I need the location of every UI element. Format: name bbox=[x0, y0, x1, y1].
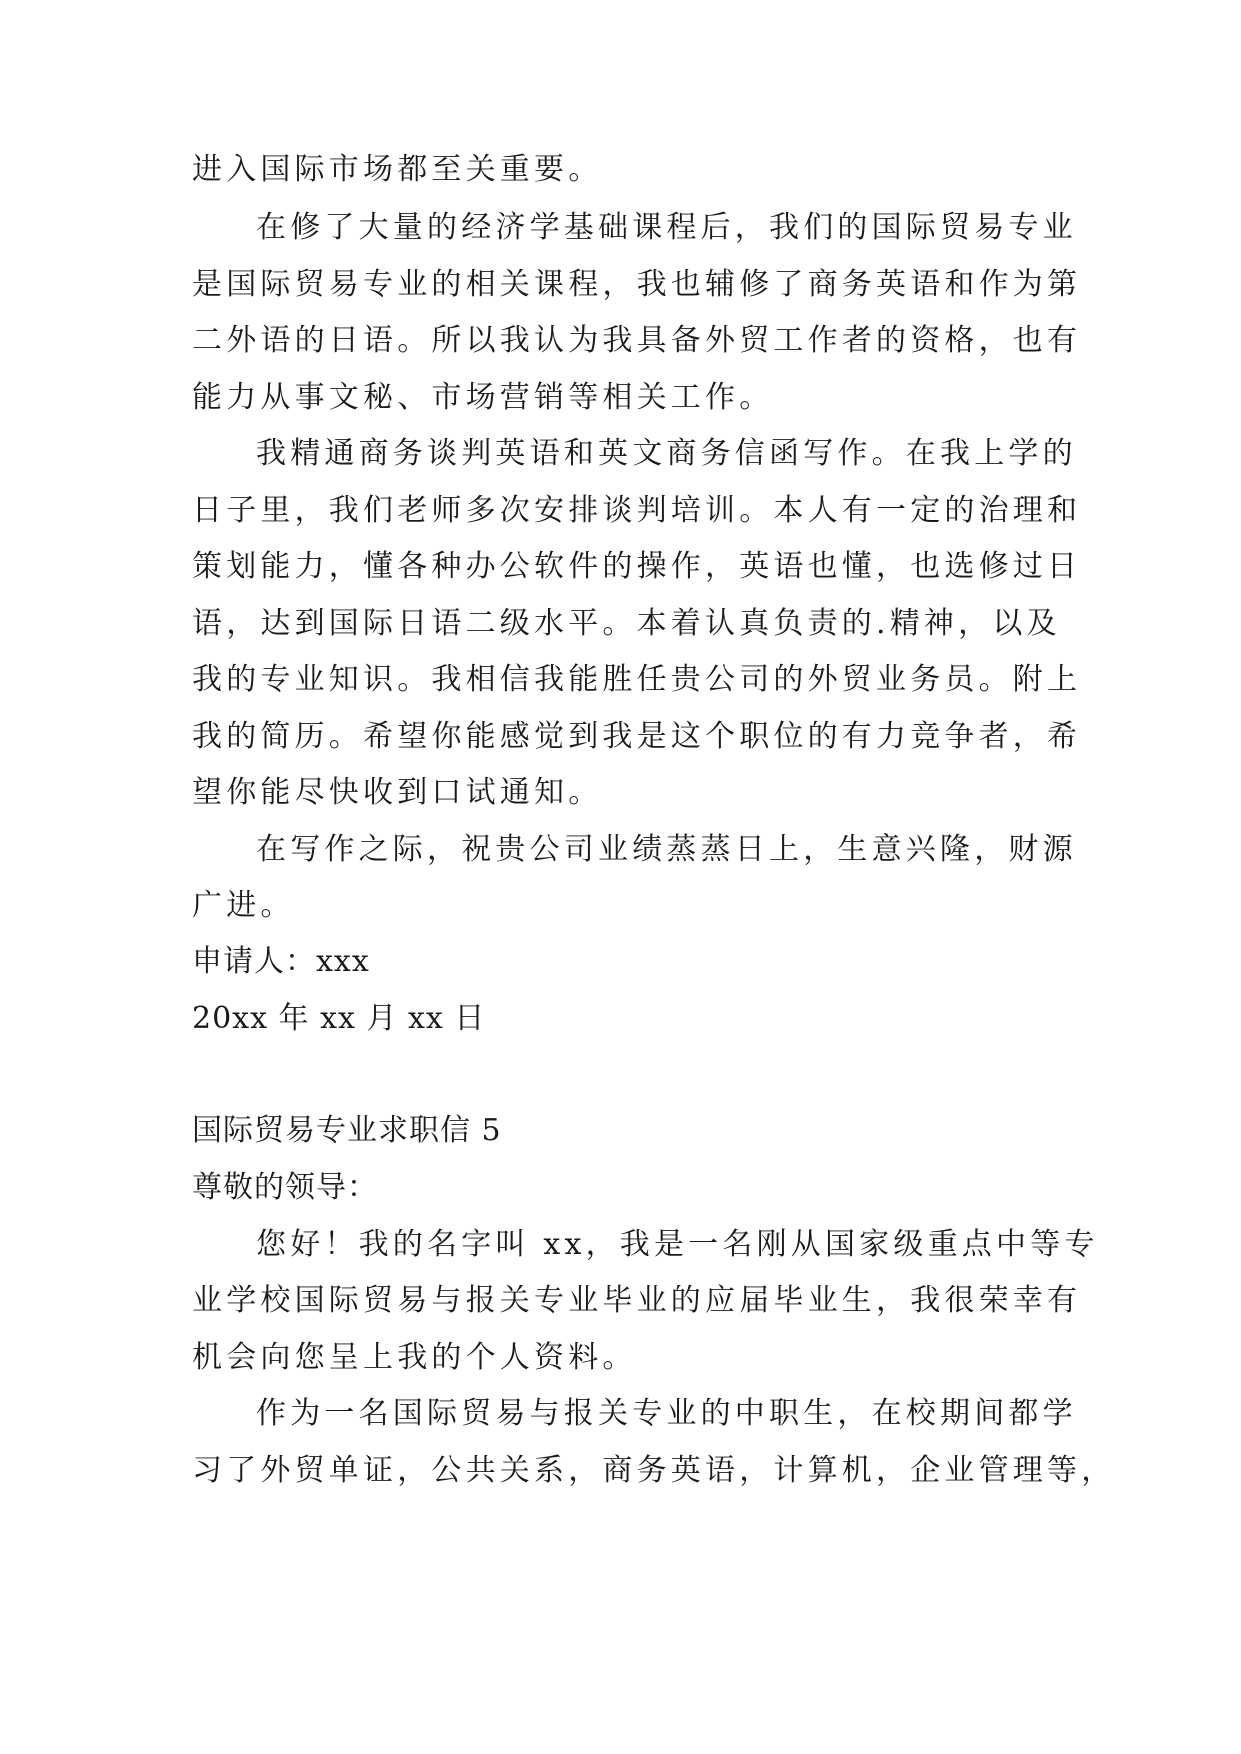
text-line: 语，达到国际日语二级水平。本着认真负责的.精神，以及 bbox=[192, 606, 1061, 641]
applicant-signature: 申请人：xxx bbox=[192, 944, 370, 979]
text-line: 机会向您呈上我的个人资料。 bbox=[192, 1340, 637, 1375]
text-line: 日子里，我们老师多次安排谈判培训。本人有一定的治理和 bbox=[192, 493, 1082, 528]
text-line: 业学校国际贸易与报关专业毕业的应届毕业生，我很荣幸有 bbox=[192, 1283, 1082, 1318]
paragraph-first-line: 作为一名国际贸易与报关专业的中职生，在校期间都学 bbox=[256, 1396, 1077, 1431]
text-line: 策划能力，懂各种办公软件的操作，英语也懂，也选修过日 bbox=[192, 549, 1082, 584]
text-line: 我的简历。希望你能感觉到我是这个职位的有力竞争者，希 bbox=[192, 719, 1082, 754]
paragraph-first-line: 在修了大量的经济学基础课程后，我们的国际贸易专业 bbox=[256, 210, 1077, 245]
salutation: 尊敬的领导： bbox=[192, 1170, 378, 1205]
paragraph-first-line: 您好！我的名字叫 xx，我是一名刚从国家级重点中等专 bbox=[256, 1227, 1099, 1262]
text-line: 习了外贸单证，公共关系，商务英语，计算机，企业管理等， bbox=[192, 1453, 1116, 1488]
text-line: 二外语的日语。所以我认为我具备外贸工作者的资格，也有 bbox=[192, 323, 1082, 358]
letter-date: 20xx 年 xx 月 xx 日 bbox=[192, 1001, 486, 1036]
section-title: 国际贸易专业求职信 5 bbox=[192, 1113, 502, 1148]
text-line: 进入国际市场都至关重要。 bbox=[192, 152, 603, 187]
paragraph-first-line: 在写作之际，祝贵公司业绩蒸蒸日上，生意兴隆，财源 bbox=[256, 832, 1077, 867]
text-line: 望你能尽快收到口试通知。 bbox=[192, 775, 603, 810]
text-line: 我的专业知识。我相信我能胜任贵公司的外贸业务员。附上 bbox=[192, 662, 1082, 697]
text-line: 能力从事文秘、市场营销等相关工作。 bbox=[192, 380, 774, 415]
paragraph-first-line: 我精通商务谈判英语和英文商务信函写作。在我上学的 bbox=[256, 436, 1077, 471]
text-line: 广进。 bbox=[192, 888, 295, 923]
text-line: 是国际贸易专业的相关课程，我也辅修了商务英语和作为第 bbox=[192, 267, 1082, 302]
